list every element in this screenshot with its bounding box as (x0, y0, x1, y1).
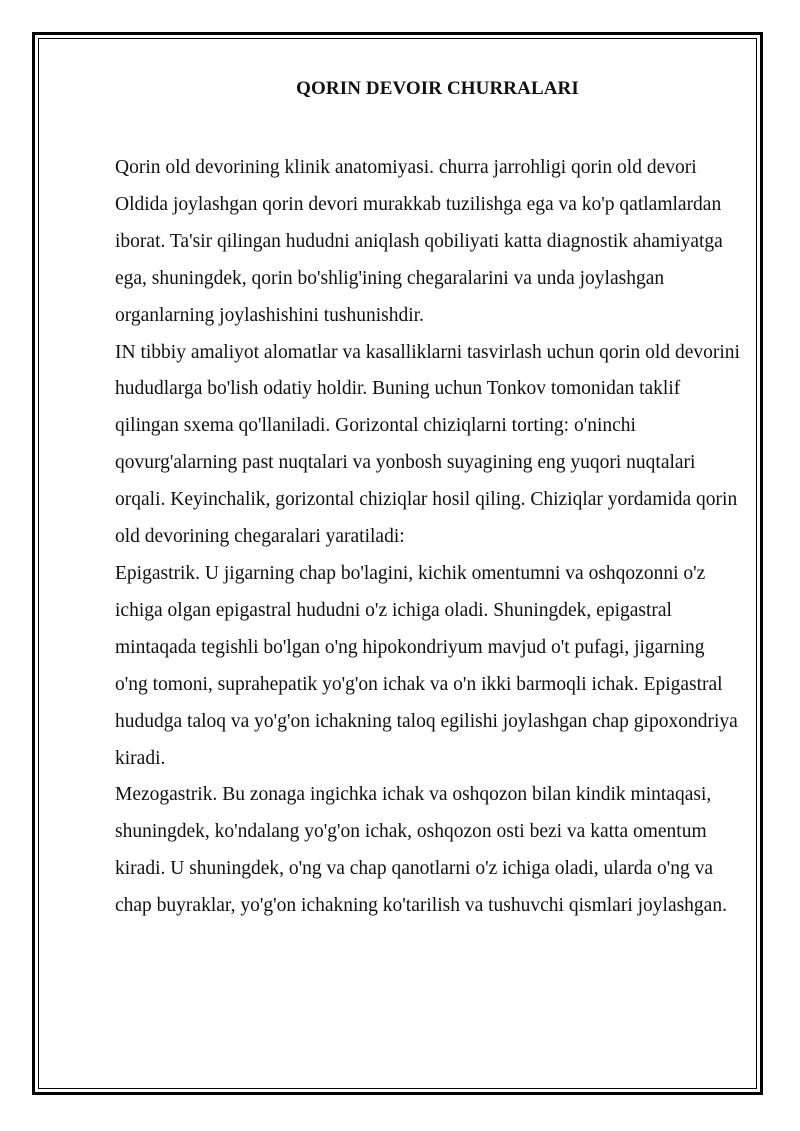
paragraph-structure: Oldida joylashgan qorin devori murakkab tuzilishga ega va ko'p qatlamlardan iborat. Ta'sir qilingan hududni aniqlash qobiliyati katta diagnostik ahamiyatga ega, shuningdek, qorin bo'shlig'ining chegaralarini va unda joylashgan organlarning joylashishini tushunishdir. (115, 193, 723, 326)
document-title: QORIN DEVOIR CHURRALARI (296, 78, 579, 99)
paragraph-mesogastric: Mezogastrik. Bu zonaga ingichka ichak va oshqozon bilan kindik mintaqasi, shuningdek, ko'ndalang yo'g'on ichak, oshqozon osti bezi va katta omentum kiradi. U shuningdek, o'ng va chap qanotlarni o'z ichiga oladi, ularda o'ng va chap buyraklar, yo'g'on ichakning ko'tarilish va tushuvchi qismlari joylashgan. (115, 784, 727, 917)
paragraph-regions: IN tibbiy amaliyot alomatlar va kasalliklarni tasvirlash uchun qorin old devorini hududlarga bo'lish odatiy holdir. Buning uchun Tonkov tomonidan taklif qilingan sxema qo'llaniladi. Gorizontal chiziqlarni torting: o'ninchi qovurg'alarning past nuqtalari va yonbosh suyagining eng yuqori nuqtalari orqali. Keyinchalik, gorizontal chiziqlar hosil qiling. Chiziqlar yordamida qorin old devorining chegaralari yaratiladi: (115, 341, 740, 548)
document-content (115, 74, 740, 925)
paragraph-epigastric: Epigastrik. U jigarning chap bo'lagini, kichik omentumni va oshqozonni o'z ichiga olgan epigastral hududni o'z ichiga oladi. Shuningdek, epigastral mintaqada tegishli bo'lgan o'ng hipokondriyum mavjud o't pufagi, jigarning o'ng tomoni, suprahepatik yo'g'on ichak va o'n ikki barmoqli ichak. Epigastral hududga taloq va yo'g'on ichakning taloq egilishi joylashgan chap gipoxondriya kiradi. (115, 562, 738, 769)
document-body (115, 150, 740, 925)
paragraph-intro: Qorin old devorining klinik anatomiyasi. churra jarrohligi qorin old devori (115, 157, 697, 178)
